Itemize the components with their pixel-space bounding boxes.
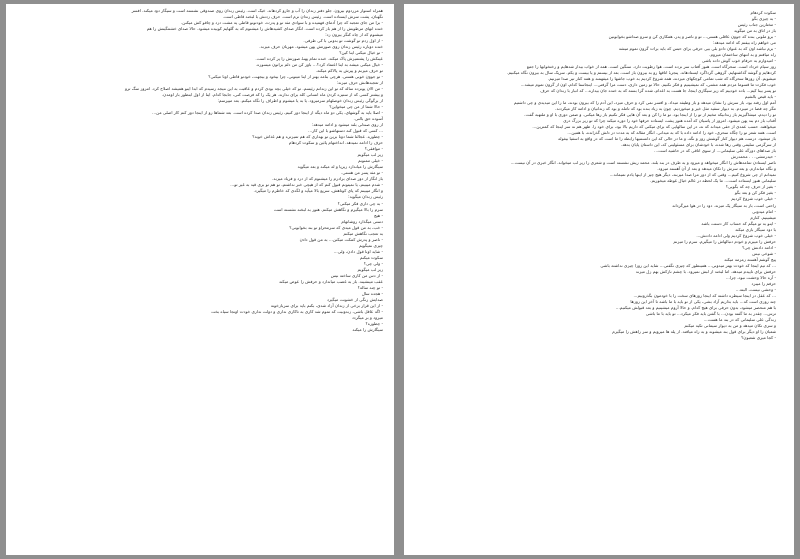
text-line: سرم را بالا میگیرم و نگاهش میکنم. هنوز به لبخند نشسته است (273, 206, 383, 212)
text-line: زیر لب میگویم (357, 152, 383, 158)
text-line: - آره حالا وحشت نبود، چرا... (725, 274, 776, 280)
text-line: خنده دوباره رئیس زندان روی صورتش پهن میشود. مهربان حرف میزند. (259, 44, 383, 50)
text-line: - اگه عاقل باشی، زندونیت که تموم شد کاری به تاکاری نداری و دولت نداری خودت اونجا سیاه بخت (211, 308, 383, 314)
right-page-text (404, 4, 794, 341)
text-line: همراه استوار مرردوم بیرون. جلو دفتر زندان را آب و جارو کردهاند. خیک است. رئیس زندان روی صندوقی نشسته است و سیگار دود میکند. افسر (131, 8, 383, 13)
text-line: - شاید اونا قول دادن، ولی... (333, 248, 383, 254)
left-page (6, 4, 394, 555)
text-line: - برم نباشد اون که به عنوان دادو بلی بیی حرفی برای حبس که باید برات گرون تموم میشه (618, 46, 776, 52)
text-line: - از این قرار برخی از زندان آزاد شدی، بکنم باید برای سربازخونه (270, 302, 383, 308)
text-line: عقب مینشیند. باز به غضب میاندازد و حرفش را عوض میکند (278, 278, 383, 284)
text-line: - شدم میبینم، یا نمیتونم قبول کنم که از هیچی خبر نداشتم، تو هم تو بری قید به غیر تو... (230, 182, 383, 188)
text-line: تو پسر بینا کیم... باده خودبیم که زیر سیگاری اینجا، جا هست به اعدام، شده گرا بسته که به خنده جان بیداره... که انبار با زندان که حرف (540, 88, 776, 94)
text-line: - برو ملونی بنده که جوون عاقلی هستی... تو و ناصر و پدر، همکاری کن و سرو صداشو بخوابونین (608, 34, 776, 40)
text-line: رئیس زندان میگوید: (348, 194, 383, 200)
text-line: - مختارین جناب رئیس (737, 22, 776, 28)
text-line: با دود سیگار بازی میکند (735, 226, 776, 232)
text-line: - چطوره. عجالتا شما دونا برین تو بهداری که هم تمیزتره و هم غذاش خوبه؟ (252, 134, 383, 140)
text-line: دستی میگذارد روشانهام (341, 218, 383, 224)
text-line: - باید قبض بالشیم (744, 94, 776, 100)
text-line: - خب، به من قول میدی که سرمحراو تو بند بخوابونی؟ (289, 224, 383, 230)
text-line: شعبان را او دیگر برای قول بند میشوند و به راه میافتد. از پله ها میرویم و سر راهش را میگیرم (612, 328, 776, 334)
text-line: سیگارش را میکند (352, 326, 383, 332)
text-line: - تو خیال میکنی اینا کین؟ (339, 50, 383, 56)
text-line: سیگارش را میاندازد زیرپا و له میکند و بعد میگوید (297, 164, 383, 170)
text-line: زیر لب میگویم (357, 266, 383, 272)
text-line: - خیلی ممنونم (358, 158, 383, 164)
text-line: - کجا میری شعبون؟ (741, 334, 776, 340)
text-line: مگر چه فضا در میبردم. به دیوار سفید مثل خیر و میخوردیم. چون به زیاد بنده بود که تامله و بود که زندانیان و ادامه کار میکردند. (555, 106, 776, 112)
text-line: از سرگرمی سلیمی وقتی رها شده، با خودشان برای مسئولیتی که، این داستان پایان بدهد. (620, 142, 776, 148)
text-line: باز صداهای دورگه علی سلیمانی... از سوی اتاقی که در حاشیه است... (654, 148, 776, 154)
text-line: خوب فکرت ما قسوما مزدم همه مشتی، که نمیشینیم و فکر نکنیم. حالا تو زمین داری، دست مرا گرفتی... اینجاستا کدام، اون از گرون تموم میشد... (520, 82, 776, 88)
text-line: زندگی علی سلیمانی که در بند ما هست... (703, 316, 776, 322)
text-line: سلیمانی هنوز ایستاده است... ما یک لحظه در عالم خیال غوطه میخوریم. (650, 178, 776, 184)
text-line: خنده انهای مرطوبش را از هم باز کرده است. انگار صدای کشیدهاش را میشنوم که به گلهایم کوبیده میشود. حالا صدای خشمگینش را هم (146, 26, 383, 32)
text-line: - به چیزی بگو (752, 16, 776, 22)
text-line: صدایش رنگی از خشونت میگیرد (327, 296, 383, 302)
text-line: - از دس من کاری ساخته نیس (330, 272, 383, 278)
text-line: تو را دیدم، میشاگیریم باز زندانیکه مخیم از تو را از اینجا بود. تو ما را کن و بعد آن هایی فکر نکنیم باز رها میکنی. و ضمن دوری با او و ملتهبه گفت. (524, 112, 776, 118)
text-line: - ولی چی؟ (363, 260, 383, 266)
text-line: - من الان پونزده ساله که تو این زندانم رئیسم. تو که خیلی بچه بودی کردم و عاقبت به این نتیجه رسیدم که ابدا اینو همیشه اصلاح کرد. امروز سگ ترو (124, 86, 383, 92)
text-line: - ادامه دادنش چی؟ (742, 244, 776, 250)
text-line: - تو چند ساله؟ (357, 284, 383, 290)
text-line: است. همه شعر تو را چگاه سحری، خود را ادامه داده با که به میدانی. انگار مقاله که به مدت در دلش گذرانده، با همین... (567, 130, 776, 136)
text-line: باز در اتاق به من میگوید (733, 28, 776, 34)
text-line: - از اول زدم تو گوشت تو بدونی با کی طرفی. (303, 38, 383, 44)
text-line: چند روزی است که... باید بذاریم آزاد بشی، یکی از تو باید با ما باشه تا آخر این روزها (630, 298, 776, 304)
text-line: - موافقی؟ (364, 146, 383, 152)
text-line: آسوده حق بالنی. (353, 116, 383, 122)
text-line: ... که عقل در اینجا سیطره داشته که اینجا روزهای سخت را با خودمون بگذرونیم... (633, 292, 776, 298)
text-line: - تو جوون خوبی هستی. هرچی بنامه بهتر از اینا میتونی، چرا بیخود و بیجهت، خودتو قاطی اونا میکنی؟ (208, 74, 383, 80)
text-line: حرفم را میبرد (751, 280, 776, 286)
left-page-text (6, 4, 394, 333)
text-line: - بغیر از حرف چه که بگویی؟ (725, 184, 776, 190)
text-line: چیزی نمیگویم (358, 242, 383, 248)
text-line: و انگار میبینم که پای کوتاهش، سریع بالا میآید و لگدی که خاطرم را میگیرد. (253, 188, 383, 194)
text-line: حرفش برای تاییدم میدهد. اما لبخند از لبش نمیرود. با چشم نازکش بهم زل میزند (635, 268, 776, 274)
text-line: میشینیم. کنارم (750, 214, 776, 220)
text-line: عینکش را پشتمیزش پاک میکند. خنده تمام پهنهٔ صورتش را پر کرده است. (255, 56, 383, 62)
text-line: - امیدوارم به حرفام خوب گوش داده باشی (701, 58, 776, 64)
text-line: سکوت کردهام (750, 10, 776, 15)
text-line: حرف را ادامه نمیدهد. انداختهام پائین و سکوت کردهام (288, 140, 383, 146)
text-line: از تعجبدهانش حرف میزند: (336, 80, 383, 86)
text-line: - خیلی خوب شروع کردیم ولی ادامه دادنش... (696, 232, 776, 238)
text-line: ناصر ایستادن تمامه‌هاش را انگار میخواهد و میرود و به طرف در بند بلند. محمد ریش نشسته است و شعری را زیر لب میخواند. انگار خبری در آن نیست... (510, 160, 776, 166)
text-line: - امام میدونی (752, 208, 776, 214)
text-line: و بیشتر کسی که از ستیزه کردن ماه انسانی کله برای ندارند. هر یک را که فرصت کنی، جابجا کدام. اینا از اول ابتظور بار اومدن. (161, 92, 383, 98)
text-line: - بغیر فکر کن و بعد بگو (734, 190, 776, 196)
text-line: با هم منحصر میشود، بدون حرفی برای هیچ کدام. و حالا آروم میشینیم و بعد قبولش میکنیم... (615, 304, 776, 310)
text-line: - حالا شما از من چی میخواین؟ (329, 104, 383, 110)
text-line: و نگاه میاندازم. و بعد سرش را تکان میدهد و بعد از آن آهسته میرود. (657, 166, 776, 172)
text-line: میشویم. آن روزها سحرگاه که شب تمامی کوچکهای میزدند، همه شروع کردیم به خوب جاشها را میفهمند و همه کنار تیر صدا میزنیم. (547, 76, 776, 82)
text-line: آفتاب باز دم بند پهن میشود. امروز از پاسیان که آمده هنوز پشت ایستاده حرفها خود را دوره میکند چرا که تو زیر بزرگ دری (563, 118, 776, 124)
text-line: از روی صندلی بلند میشود و ادامه میدهد: (311, 122, 383, 128)
text-line: میشنوم که از چاه کنگر بیرون زد: (325, 32, 383, 38)
text-line: می خواهم راه بیفتم که ادامه میدهد: (712, 40, 776, 46)
text-line: نمیدانم از چی شروع کنیم... وقتی که از دور مرا صدا میزنند، دیگر هیچ چیز از اینها یادم نمیماند... (609, 172, 776, 178)
text-line: تو حرف میزنم و پیرش به پالاکم میکنه. (315, 68, 383, 74)
text-line: به تعجب نگاهش میکنم (343, 230, 383, 236)
text-line: - تو مثه پسر من هستی. (341, 170, 383, 176)
text-line: ترس... چقدر به ما گفته بودن... با گفتن باید فکر میکرد... تو باید با ما باشی (645, 310, 776, 316)
text-line: سکوت میکنم (359, 254, 383, 260)
text-line: - چطوره؟ (365, 320, 383, 326)
text-line: نگهبان، پشت سرش ایستاده است. رئیس زندان نرم است. حرف زدنش با لبخند قاطی است. (222, 14, 383, 20)
text-line: باز انگار از دور صدای برادرم را میشنوم که از درد و فریاد میزند. (272, 176, 383, 182)
text-line: و سری تکان میدهد و من به دیوار سیمانی تکیه میکنم (684, 322, 776, 328)
text-line: - ناصر و پدرش کمکت میکنن... به من قول دادن (299, 236, 383, 242)
text-line: آمم اول رفته بود، باز سرش را نشان میدهد و باز وظیفه میداد. و افسر نمی کرد و حرف میزد، این آدم را که بیرون بودند، ما را این میدیدی و چی داشتیم (513, 100, 776, 106)
text-line: - وحشی نیست، البته... (735, 286, 776, 292)
text-line: - اینو به تو میگم که حساب کار دستت باشه (701, 220, 776, 226)
text-line: - اصلا باید به گوشهای، یکی دو ماه دیگه از اینجا دور کنیم، رئیس زندان صدا کرده است. بعد شماها رو از اینجا دور کنم کار اصلی من... (152, 110, 383, 116)
text-line: - هیچ (373, 212, 383, 218)
text-line: میخواهند. حسب عمدی از حقی میداند که نه، در این سالهایی که برای میکنی که داریم بالا بود، برای خود را. ظهر هم نه سر اینجا که کمترین... (532, 124, 776, 130)
text-line: راه میافتم و به انتهای ساختمان میروم. (709, 52, 776, 58)
text-line: روز سیام خرداد است. سحرگاه است. هنوز آفتاب سر نزده است. هوا رطوبت دارد. سنگین است. همه از خواب بیدار شدهایم و رختخوابها را جمع (526, 64, 776, 70)
text-line: - حیدرمشی. . . محمدرش (730, 154, 776, 160)
text-line: - خیال میکنی میشه به اینا اعتماد کرد؟... باور کن من دلم براتون میسوزه. (255, 62, 383, 68)
text-line: از برگوگی رئیس زندان خوصلهام سرمیرود. یا به یا میشوم و اطراف را نگاه میکنم. بعد میپرسم: (217, 98, 383, 104)
text-line: باز میشود. درست هم دیوار کنار گوشش روز و نگه، و ما در حالی که این دانستنیها رابطه را ما است که در واقع به اسفیا بیغوله (558, 136, 776, 142)
text-line: - هجده سال (361, 290, 383, 296)
text-line: پیچ گوشم آهسته زمزمه میکند (724, 256, 776, 262)
text-line: - خیلی خوب شروع کردیم (731, 196, 776, 202)
text-line: - به چی داری فکر میکنی؟ (337, 200, 383, 206)
text-line: - شوخی نیس (752, 250, 776, 256)
text-line: ... که تیم اینجا که خودت بهتر میدونی... همینطور که چیزی نگفتی... شاید این روزا چیزی نداشته باشی (600, 262, 776, 268)
text-line: راحتی است، باز به سیگار پک میزند. دود را در هوا میرگرداند (672, 202, 776, 208)
right-page (404, 4, 794, 555)
text-line: حرفش را میبرم و خودم دنبالهاش را میگیرم. سرم را میزنم (673, 238, 776, 244)
text-line: کردهایم و گوشه گذاشتهایم. گروهی گرداگرد ایستادهاند. پنجرهٔ اتاقها رو به بیرون باز است. بعد از بیستم و یا بیست و یکم. سریک سال به بیرون نگاه میکنیم. (507, 70, 776, 76)
text-line: میرود و بر میگردد (351, 314, 383, 320)
text-line: ... کسی که قبول کنه دستهاشو با این کار... (308, 128, 383, 134)
text-line: - برا من جای تعجبه که چرا آدمای فهمیده و با سوادی مثه تو و پدرت، خودتونو قاطی یه مشت دزد و چاقو کش میکنن. (180, 20, 383, 26)
